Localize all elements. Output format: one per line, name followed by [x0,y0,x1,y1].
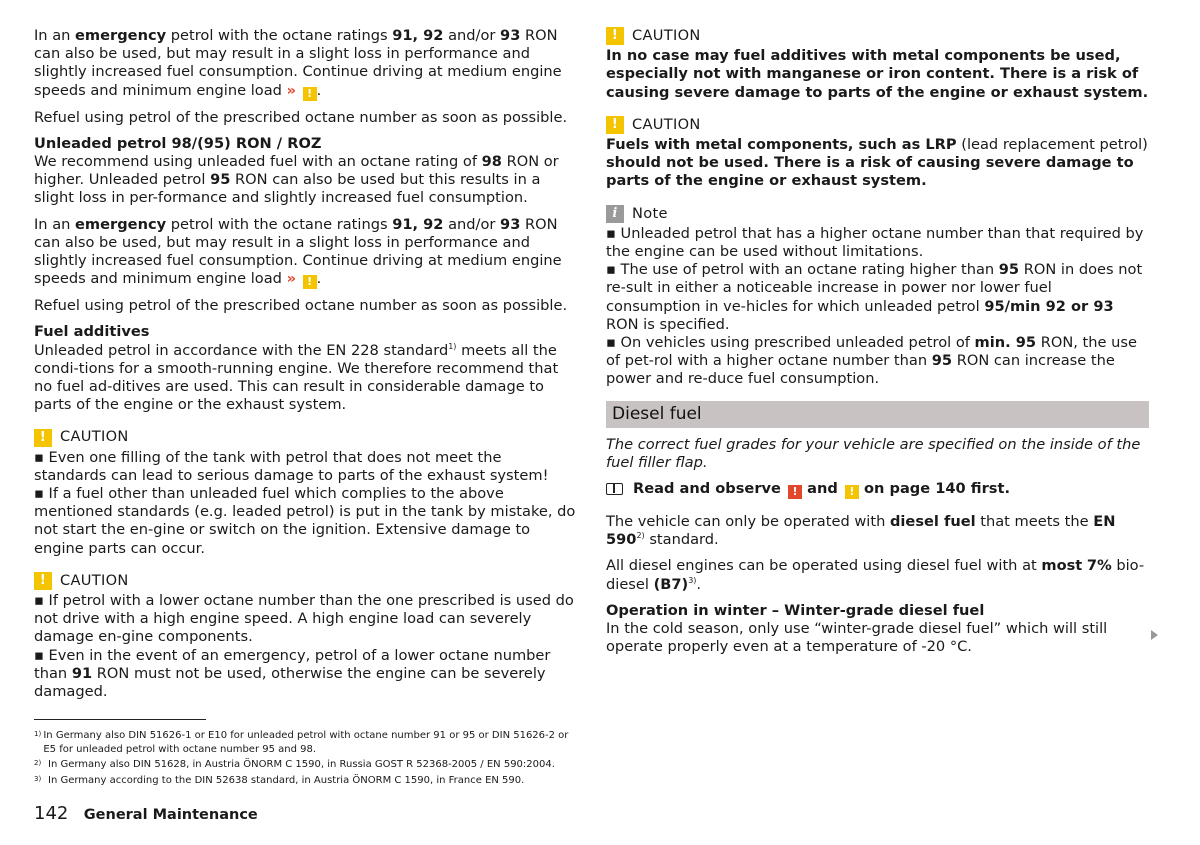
caution-title: CAUTION [632,27,701,44]
text-bold: 95/min 92 or 93 [984,297,1114,315]
caution-header [606,116,1149,134]
text-bold: 91 [71,664,93,682]
text-bold: 98 [481,153,502,171]
footnote-ref[interactable]: 1) [448,341,457,351]
text-bold: 93 [500,215,521,233]
emergency-paragraph-2: In an emergency petrol with the octane ratings 91, 92 and/or 93 RON can also be used, but may result in a slight loss in performance and slightly increased fuel consumption. Continue driving at medium engine speeds and minimum engine load » ! . [34,215,562,289]
caution-icon: ! [606,27,624,45]
left-column [34,27,576,713]
text-bold: emergency [75,215,167,233]
diesel-paragraph-2 [606,557,1149,593]
text: . [696,575,702,593]
text: All diesel engines can be operated using diesel fuel with at [606,557,1037,575]
text: and [807,480,838,498]
crossref-arrow[interactable]: » [286,81,297,99]
footnote-text: In Germany also DIN 51626-1 or E10 for unleaded petrol with octane number 91 or 95 or DIN 51626-2 or E5 for unleaded petrol with octane number 95 and 98. [43,730,569,755]
caution-box-2 [34,572,576,701]
text: ▪ On vehicles using prescribed unleaded petrol of [606,334,970,352]
warning-icon[interactable]: ! [303,275,317,289]
caution-box-3 [606,27,1149,102]
right-column [606,27,1149,664]
text-bold: EN 590 [606,513,1116,549]
footnote-ref[interactable]: 2) [636,531,645,541]
text: standard. [649,531,719,549]
text-bold: min. 95 [974,334,1037,352]
text-bold: 95 [210,171,231,189]
text: ▪ The use of petrol with an octane rating higher than [606,261,995,279]
danger-icon[interactable]: ! [788,485,802,499]
footnote [34,729,579,756]
chapter-title: General Maintenance [83,807,258,823]
text: In an [34,27,71,44]
note-item [606,261,1149,334]
caution-item: ▪ If a fuel other than unleaded fuel which complies to the above mentioned standards (e.g. leaded petrol) is put in the tank by mistake, do not start the en-gine or switch on the ignition. Extensive damage to engine parts can occur. [34,485,576,557]
note-item: ▪ Unleaded petrol that has a higher octane number than that required by the engine can be used without limitations. [606,224,1144,261]
text-bold: should not be used. There is a risk of causing severe damage to parts of the engine or exhaust system. [606,154,1134,190]
caution-text [606,136,1149,191]
caution-box-4 [606,116,1149,191]
note-box [606,205,1149,389]
subheading-fuel-additives: Fuel additives [34,323,150,341]
caution-box-1 [34,428,576,557]
footnote [34,774,579,788]
page-footer [34,803,258,826]
caution-text: In no case may fuel additives with metal components be used, especially not with manganese or iron content. There is a risk of causing severe damage to parts of the engine or exhaust system. [606,47,1149,101]
caution-title: CAUTION [60,571,129,589]
caution-title: CAUTION [632,115,701,133]
text: RON in does not re-sult in either a noticeable increase in power nor lower fuel consumption in ve-hicles for which unleaded petrol [606,261,1143,315]
emergency-paragraph-1: In an emergency petrol with the octane ratings 91, 92 and/or 93 RON can also be used, but may result in a slight loss in performance and slightly increased fuel consumption. Continue driving at medium engine speeds and minimum engine load » ! . [34,27,562,100]
text: RON or higher. Unleaded petrol [34,153,559,189]
text: In an [34,215,71,233]
text-bold: (B7) [653,575,689,593]
text: In the cold season, only use “winter-grade diesel fuel” which will still operate properly even at a temperature of -20 °C. [606,620,1108,656]
book-icon [606,483,623,495]
continue-arrow-icon [1151,630,1158,640]
winter-paragraph [606,602,1149,657]
caution-header [34,572,576,590]
text: RON must not be used, otherwise the engine can be severely damaged. [34,664,546,701]
text: petrol with the octane ratings [170,27,388,44]
note-title: Note [632,204,668,222]
page-number: 142 [34,803,69,824]
subheading-winter: Operation in winter – Winter-grade diesel fuel [606,601,985,619]
read-observe-line [606,480,1149,499]
text-bold: 95 [931,352,953,370]
text-bold: 93 [500,27,521,44]
caution-item [34,647,576,702]
text: bio-diesel [606,557,1145,593]
footnotes [34,729,579,789]
subheading-unleaded-98: Unleaded petrol 98/(95) RON / ROZ [34,134,322,152]
footnote-number: 1) [34,730,42,738]
text-bold: diesel fuel [889,513,976,531]
text: The vehicle can only be operated with [606,513,886,531]
unleaded-98-paragraph [34,135,576,208]
crossref-arrow[interactable]: » [286,270,297,288]
footnote-ref[interactable]: 3) [688,575,697,585]
text: RON, the use of pet-rol with a higher octane number than [606,334,1137,370]
text: petrol with the octane ratings [170,215,388,233]
caution-icon: ! [34,572,52,590]
note-item [606,334,1149,389]
text: RON can also be used, but may result in a slight loss in performance and slightly increased fuel consumption. Continue driving at medium engine speeds and minimum engine load [34,27,562,99]
section-heading-diesel-fuel: Diesel fuel [606,401,1149,428]
warning-icon[interactable]: ! [303,87,317,101]
note-header [606,205,1149,223]
fuel-additives-paragraph [34,323,576,414]
text: and/or [448,215,496,233]
text: that meets the [980,513,1089,531]
text: RON can also be used but this results in a slight loss in per-formance and slightly increased fuel consumption. [34,171,541,207]
caution-icon: ! [34,429,52,447]
caution-item: ▪ Even one filling of the tank with petrol that does not meet the standards can lead to serious damage to parts of the exhaust system! [34,448,549,484]
text-bold: Fuels with metal components, such as LRP [606,136,957,154]
text-bold: most [1041,557,1083,575]
text: (lead replacement petrol) [961,136,1148,154]
text: Unleaded petrol in accordance with the EN 228 standard [34,341,449,359]
footnote-text: In Germany according to the DIN 52638 standard, in Austria ÖNORM C 1590, in France EN 590. [48,774,525,786]
text: RON can also be used, but may result in a slight loss in performance and slightly increased fuel consumption. Continue driving at medium engine speeds and minimum engine load [34,215,562,288]
text: and/or [448,27,496,44]
caution-title: CAUTION [60,428,129,446]
caution-header [606,27,1149,45]
footnote [34,758,579,772]
text: ▪ Even in the event of an emergency, petrol of a lower octane number than [34,646,551,682]
diesel-paragraph-1 [606,513,1149,549]
text-bold: 7% [1086,557,1112,575]
refuel-paragraph-1: Refuel using petrol of the prescribed octane number as soon as possible. [34,108,568,126]
footnote-number: 3) [34,774,42,783]
text: RON is specified. [606,315,730,333]
intro-paragraph: The correct fuel grades for your vehicle are specified on the inside of the fuel filler flap. [606,435,1141,471]
caution-header [34,428,576,446]
footnote-text: In Germany also DIN 51628, in Austria ÖNORM C 1590, in Russia GOST R 52368-2005 / EN 590:2004. [48,759,555,770]
text: We recommend using unleaded fuel with an octane rating of [34,153,477,171]
text: on page 140 first. [864,480,1010,498]
text-bold: 95 [998,261,1020,279]
text: meets all the condi-tions for a smooth-running engine. We therefore recommend that no fuel ad-ditives are used. This can result in considerable damage to parts of the engine or the exhaust system. [34,341,559,414]
text-bold: 91, 92 [392,215,444,233]
refuel-paragraph-2: Refuel using petrol of the prescribed octane number as soon as possible. [34,297,568,315]
text-bold: 91, 92 [392,27,444,44]
footnote-number: 2) [34,759,42,767]
caution-item: ▪ If petrol with a lower octane number than the one prescribed is used do not drive with a high engine speed. A high engine load can severely damage en-gine components. [34,592,574,646]
text: RON can increase the power and re-duce fuel consumption. [606,352,1115,388]
text-bold: emergency [75,27,167,44]
text: Read and observe [633,480,781,498]
info-icon: i [606,205,624,223]
warning-icon[interactable]: ! [845,485,859,499]
caution-icon: ! [606,116,624,134]
footnote-divider [34,719,206,720]
